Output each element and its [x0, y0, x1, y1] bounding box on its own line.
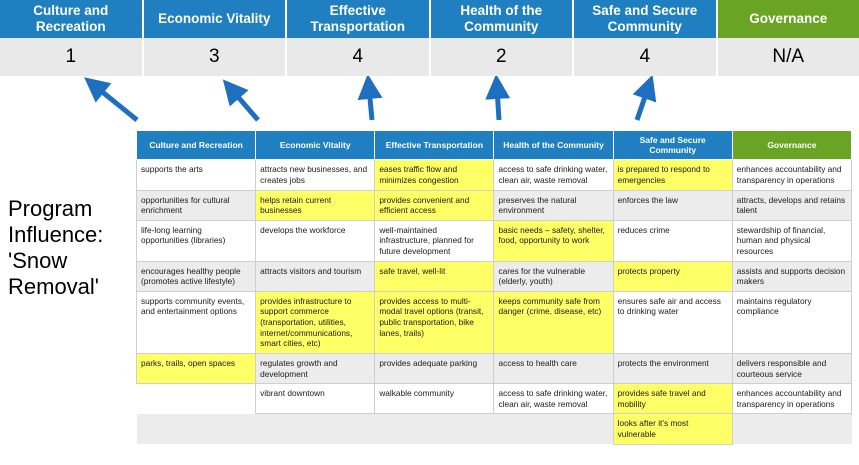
header-cell-governance: Governance — [718, 0, 859, 38]
matrix-row — [137, 190, 852, 220]
matrix-cell — [137, 414, 256, 444]
matrix-row — [137, 220, 852, 261]
matrix-header-culture-and-recreation: Culture and Recreation — [137, 131, 256, 160]
matrix-cell: attracts visitors and tourism — [256, 261, 375, 291]
matrix-cell — [732, 414, 851, 444]
matrix-cell: supports the arts — [137, 160, 256, 190]
matrix-header-row — [137, 131, 852, 160]
matrix-cell: enforces the law — [613, 190, 732, 220]
matrix-cell: stewardship of financial, human and physical resources — [732, 220, 851, 261]
matrix-row — [137, 291, 852, 353]
matrix-cell: life-long learning opportunities (libraries) — [137, 220, 256, 261]
matrix-cell: access to safe drinking water, clean air, waste removal — [494, 160, 613, 190]
header-cell-effective-transportation: Effective Transportation — [287, 0, 431, 38]
matrix-cell: encourages healthy people (promotes active lifestyle) — [137, 261, 256, 291]
matrix-header-effective-transportation: Effective Transportation — [375, 131, 494, 160]
score-safe-and-secure-community: 4 — [574, 38, 718, 76]
arrow-effective-transportation — [369, 88, 372, 120]
program-influence-caption: Program Influence: 'Snow Removal' — [8, 196, 104, 299]
matrix-cell: protects the environment — [613, 353, 732, 383]
matrix-cell — [494, 414, 613, 444]
arrow-culture-and-recreation — [95, 86, 137, 120]
matrix-cell: looks after it's most vulnerable — [613, 414, 732, 444]
matrix-cell: helps retain current businesses — [256, 190, 375, 220]
matrix-cell: maintains regulatory compliance — [732, 291, 851, 353]
matrix-row — [137, 384, 852, 414]
matrix-cell: preserves the natural environment — [494, 190, 613, 220]
arrow-health-of-the-community — [497, 88, 499, 120]
matrix-header-health-of-the-community: Health of the Community — [494, 131, 613, 160]
matrix-cell — [375, 414, 494, 444]
matrix-cell: access to health care — [494, 353, 613, 383]
matrix-row — [137, 160, 852, 190]
matrix-cell: eases traffic flow and minimizes congestion — [375, 160, 494, 190]
matrix-cell: basic needs – safety, shelter, food, opportunity to work — [494, 220, 613, 261]
matrix-cell: attracts new businesses, and creates jobs — [256, 160, 375, 190]
matrix-header-governance: Governance — [732, 131, 851, 160]
matrix-body — [137, 160, 852, 444]
header-cell-safe-and-secure-community: Safe and Secure Community — [574, 0, 718, 38]
matrix-cell: develops the workforce — [256, 220, 375, 261]
matrix-cell: provides infrastructure to support commerce (transportation, utilities, internet/communications, smart cities, etc) — [256, 291, 375, 353]
score-culture-and-recreation: 1 — [0, 38, 144, 76]
results-matrix-table — [136, 130, 852, 445]
arrow-safe-and-secure-community — [637, 88, 648, 120]
matrix-cell — [256, 414, 375, 444]
header-cell-health-of-the-community: Health of the Community — [431, 0, 575, 38]
matrix-cell: ensures safe air and access to drinking water — [613, 291, 732, 353]
score-row — [0, 38, 859, 76]
matrix-cell: opportunities for cultural enrichment — [137, 190, 256, 220]
matrix-cell: provides safe travel and mobility — [613, 384, 732, 414]
matrix-cell: cares for the vulnerable (elderly, youth) — [494, 261, 613, 291]
score-health-of-the-community: 2 — [431, 38, 575, 76]
score-effective-transportation: 4 — [287, 38, 431, 76]
matrix-cell: enhances accountability and transparency in operations — [732, 384, 851, 414]
matrix-cell: is prepared to respond to emergencies — [613, 160, 732, 190]
matrix-cell: safe travel, well-lit — [375, 261, 494, 291]
matrix-cell: supports community events, and entertainment options — [137, 291, 256, 353]
matrix-row — [137, 353, 852, 383]
matrix-cell: assists and supports decision makers — [732, 261, 851, 291]
matrix-cell: parks, trails, open spaces — [137, 353, 256, 383]
matrix-cell: reduces crime — [613, 220, 732, 261]
matrix-cell: access to safe drinking water, clean air, waste removal — [494, 384, 613, 414]
matrix-cell: enhances accountability and transparency in operations — [732, 160, 851, 190]
matrix-header-economic-vitality: Economic Vitality — [256, 131, 375, 160]
matrix-cell: provides adequate parking — [375, 353, 494, 383]
matrix-cell: provides access to multi-modal travel options (transit, public transportation, bike lanes, trails) — [375, 291, 494, 353]
score-governance: N/A — [772, 46, 805, 67]
header-cell-culture-and-recreation: Culture and Recreation — [0, 0, 144, 38]
influence-arrows — [95, 86, 648, 120]
header-cell-economic-vitality: Economic Vitality — [144, 0, 288, 38]
matrix-cell: walkable community — [375, 384, 494, 414]
matrix-header-safe-and-secure-community: Safe and Secure Community — [613, 131, 732, 160]
matrix-cell — [137, 384, 256, 414]
scorecard-header-bar — [0, 0, 859, 38]
arrow-economic-vitality — [232, 90, 258, 120]
matrix-cell: protects property — [613, 261, 732, 291]
matrix-cell: vibrant downtown — [256, 384, 375, 414]
score-economic-vitality: 3 — [144, 38, 288, 76]
matrix-cell: attracts, develops and retains talent — [732, 190, 851, 220]
matrix-cell: regulates growth and development — [256, 353, 375, 383]
arrow-layer — [0, 76, 859, 132]
matrix-row — [137, 414, 852, 444]
matrix-cell: provides convenient and efficient access — [375, 190, 494, 220]
matrix-cell: well-maintained infrastructure, planned for future development — [375, 220, 494, 261]
matrix-cell: delivers responsible and courteous service — [732, 353, 851, 383]
matrix-cell: keeps community safe from danger (crime, disease, etc) — [494, 291, 613, 353]
matrix-row — [137, 261, 852, 291]
